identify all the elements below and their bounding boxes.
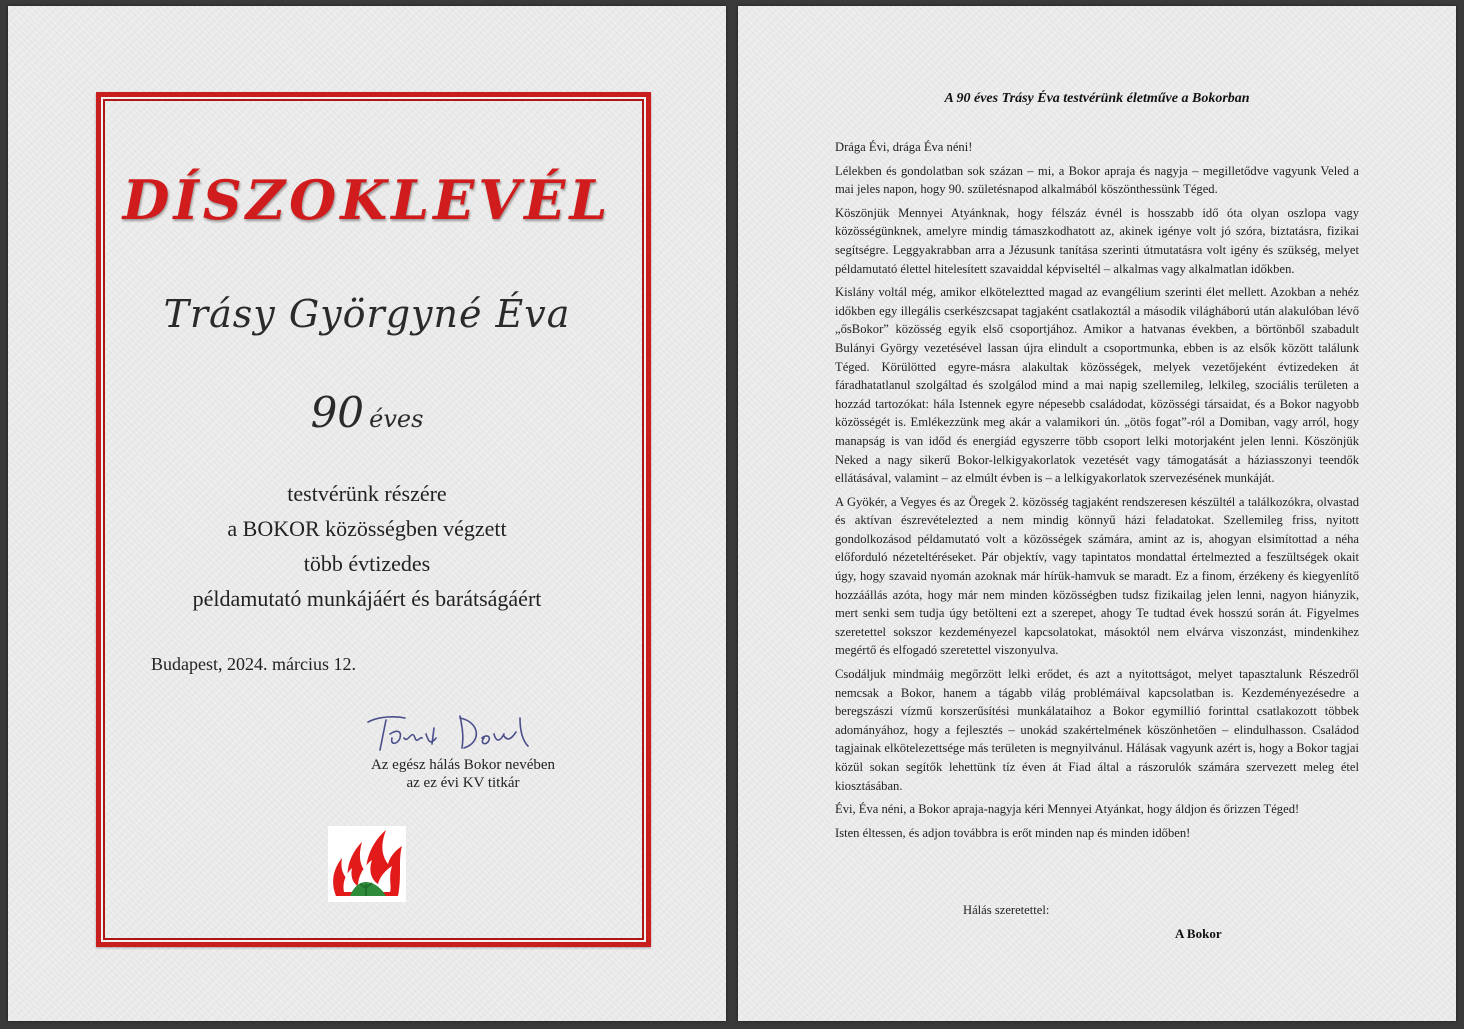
certificate-date: Budapest, 2024. március 12.: [151, 654, 356, 674]
letter-page: [738, 6, 1456, 1021]
bokor-flame-logo-icon: [328, 826, 406, 902]
letter-sender: A Bokor: [1175, 926, 1222, 941]
letter-paragraph: Évi, Éva néni, a Bokor apraja-nagyja kéri Mennyei Atyánkat, hogy áldjon és őrizzen Téged!: [835, 802, 1300, 817]
dedication-line: a BOKOR közösségben végzett: [227, 516, 507, 541]
letter-paragraph: A Gyökér, a Vegyes és az Öregek 2. közösség tagjaként rendszeresen készültél a találkozókra, olvastad és aktívan észrevételezted a nem mindig könnyű házi feladatokat. Szellemileg friss, nyitott gondolkozásod példamutató volt a közösségek számára, amint az is, ahogyan elsimítottad a néha előforduló nézeteltéréseket. Pár objektív, vagy tapintatos mondattal értelmezted a feszültségek okait úgy, hogy szavaid nyomán azoknak már hírük-hamvuk se maradt. Ez a finom, érzékeny és kiegyenlítő hozzáállás azóta, hogy már nem minden közösségben tudsz fizikailag jelen lenni, nagyon hiányzik, mert senki sem tudja úgy betölteni ezt a szerepet, ahogy Te tudtad évek hosszú során át. Figyelmes szeretettel sokszor kezdeményezel kapcsolatokat, másoktól nem elvárva viszonzást, mindenkihez megértő és elfogadó szeretettel viszonyulva.: [835, 494, 1359, 658]
signature-caption: [358, 756, 568, 792]
letter-paragraph: Csodáljuk mindmáig megőrzött lelki erődet, és azt a nyitottságot, melyet tapasztalunk Részedről nemcsak a Bokor, hanem a tágabb világ problémáival kapcsolatban is. Kezdeményezésedre a beregszászi vízmű korszerűsítési munkálataihoz a Bokor egymillió forinttal csatlakozott többek adományához, hogy a fejlesztés – unokád szakértelmének köszönhetően – elindulhasson. Családod tagjainak elkötelezettsége más területen is megnyilvánul. Hálásak vagyunk azért is, hogy a Bokor tagjai közül sokan segítők lehettünk tíz éven át Fiad által a rászorulók számára szervezett meleg étel kiosztásában.: [835, 667, 1359, 793]
letter-closing: Hálás szeretettel:: [963, 903, 1050, 917]
recipient-name: Trásy Györgyné Éva: [163, 292, 571, 336]
dedication-text: [8, 476, 726, 616]
dedication-line: több évtizedes: [303, 551, 431, 576]
age-number: 90: [310, 388, 365, 437]
handwritten-signature: [360, 708, 550, 758]
dedication-line: testvérünk részére: [287, 481, 447, 506]
dedication-line: példamutató munkájáért és barátságáért: [192, 586, 542, 611]
certificate-page: [8, 6, 726, 1021]
letter-paragraph: Kislány voltál még, amikor elköteleztted magad az evangélium szerinti élet mellett. Azokban a nehéz időkben egy illegális cserkészcsapat tagjaként csatlakoztál a második világháború után alakulóban lévő „ősBokor” közösség egyik első csoportjához. Amikor a hatvanas években, a börtönből szabadult Bulányi György vezetésével lassan újra elindult a csoportmunka, ebben is az elsők között találunk Téged. Körülötted egyre-másra alakultak közösségek, melyek vezetőjeként évtizedeken át fáradhatatlanul szolgáltad és szolgálod mind a mai napig szellemileg, lelkileg, szociális területen a hozzád tartozókat: hála Istennek egyre népesebb családodat, közösségi társaidat, és a Bokor nagyobb közösségét is. Emlékezzünk meg akár a valamikori ún. „ötös fogat”-ról a Domiban, vagy arról, hogy manapság is van időd és energiád egyszerre több csoport lelki motorjaként jelen lenni. Köszönjük Neked a nagy sikerű Bokor-lelkigyakorlatok vezetését vagy támogatását a háziasszonyi teendők ellátásával, valamint – az elmúlt évben is – a lelkigyakorlatok szervezésének munkáját.: [835, 285, 1359, 486]
letter-paragraph: Isten éltessen, és adjon továbbra is erőt minden nap és minden időben!: [835, 825, 1191, 840]
letter-body: [835, 138, 1359, 847]
certificate-title: DÍSZOKLEVÉL: [122, 168, 612, 232]
age-unit: éves: [369, 405, 424, 433]
letter-paragraph: Lélekben és gondolatban sok százan – mi, a Bokor apraja és nagyja – megilletődve vagyunk Veled a mai jeles napon, hogy 90. születésnapod alkalmából köszönthessünk Téged.: [835, 163, 1359, 197]
letter-title: A 90 éves Trásy Éva testvérünk életműve a Bokorban: [944, 91, 1250, 106]
letter-paragraph: Köszönjük Mennyei Atyánknak, hogy félszáz évnél is hosszabb idő óta olyan oszlopa vagy közösségünknek, amelyre mindig támaszkodhatott az, akinek igénye volt jó szóra, biztatásra, fizikai segítségre. Leggyakrabban arra a Jézusunk tanítása szerinti útmutatásra volt igény és szükség, melyet példamutató élettel hitelesített szavaiddal képviseltél – alkalmas vagy alkalmatlan időkben.: [835, 205, 1359, 276]
age-line: [8, 388, 726, 437]
signature-caption-line: az ez évi KV titkár: [406, 775, 520, 791]
signature-caption-line: Az egész hálás Bokor nevében: [370, 757, 556, 773]
letter-greeting: Drága Évi, drága Éva néni!: [835, 140, 973, 154]
